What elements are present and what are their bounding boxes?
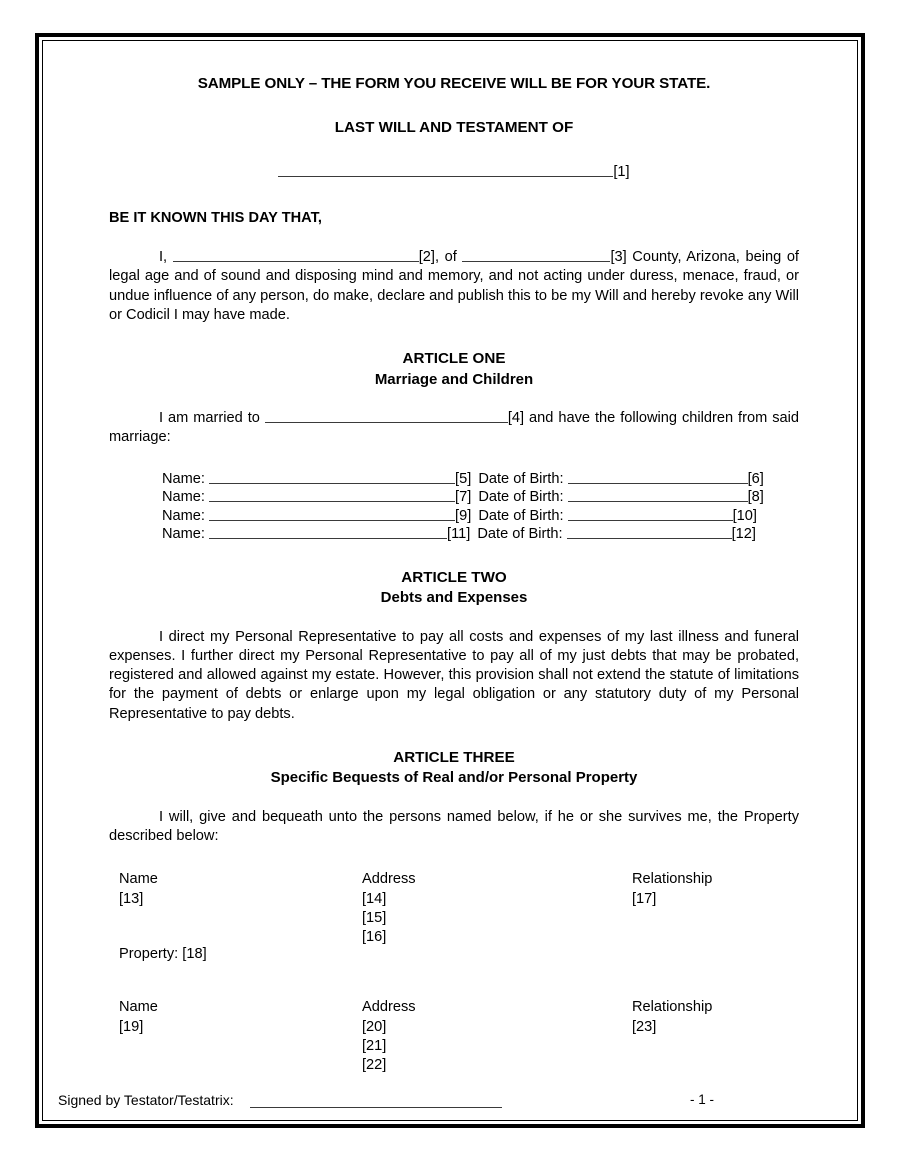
article-one-heading (109, 349, 799, 389)
bequest-address-line-1[interactable]: [14] (362, 890, 387, 907)
child-name-blank[interactable] (209, 507, 455, 521)
article-two-heading (109, 568, 799, 608)
bequest-address-line-2[interactable]: [21] (362, 1037, 387, 1054)
bequest-address-line-1[interactable]: [20] (362, 1018, 387, 1035)
testator-name-line-row (109, 163, 799, 182)
child-name-tag: [5] (455, 470, 472, 487)
sample-banner: SAMPLE ONLY – THE FORM YOU RECEIVE WILL BE FOR YOUR STATE. (197, 75, 711, 92)
bequest-name-column (119, 998, 158, 1037)
preamble-name-tag: [2], of (418, 249, 457, 266)
child-dob-label: Date of Birth: (477, 526, 563, 543)
child-name-tag: [11] (447, 526, 471, 543)
bequest-property-value[interactable]: [18] (182, 946, 207, 963)
bequest-relationship-header: Relationship (632, 999, 713, 1016)
bequest-name-header: Name (119, 871, 158, 888)
child-row (162, 470, 799, 489)
spouse-name-tag: [4] and have the following children (507, 409, 734, 426)
preamble-paragraph (109, 248, 799, 325)
child-name-blank[interactable] (209, 470, 455, 484)
bequest-relationship-header: Relationship (632, 871, 713, 888)
page-number: - 1 - (690, 1092, 715, 1107)
child-dob-tag: [6] (747, 470, 764, 487)
testator-name-tag: [1] (613, 163, 630, 180)
child-name-label: Name: (162, 526, 205, 543)
child-dob-tag: [12] (731, 526, 756, 543)
child-dob-blank[interactable] (567, 525, 732, 539)
child-dob-blank[interactable] (568, 470, 748, 484)
child-name-blank[interactable] (209, 525, 447, 539)
signature-blank[interactable] (250, 1107, 502, 1108)
bequest-property-label: Property: (119, 946, 179, 963)
be-it-known-heading: BE IT KNOWN THIS DAY THAT, (109, 209, 322, 226)
article-three-number: ARTICLE THREE (393, 749, 515, 767)
article-two-number: ARTICLE TWO (401, 568, 507, 586)
child-dob-label: Date of Birth: (478, 470, 564, 487)
bequest-block (109, 870, 799, 966)
article-three-subtitle: Specific Bequests of Real and/or Personal Property (270, 769, 638, 787)
document-page-inner-border (42, 40, 858, 1121)
child-name-label: Name: (162, 489, 205, 506)
child-dob-label: Date of Birth: (478, 507, 564, 524)
child-row (162, 525, 799, 544)
child-name-label: Name: (162, 507, 205, 524)
article-one-intro-before: I am married to (159, 409, 260, 426)
document-page-frame (35, 33, 865, 1128)
child-dob-blank[interactable] (568, 507, 733, 521)
testator-name-blank[interactable] (278, 163, 613, 177)
bequest-address-line-2[interactable]: [15] (362, 909, 387, 926)
child-row (162, 488, 799, 507)
article-two-body: I direct my Personal Representative to pay all costs and expenses of my last illness and funeral expenses. I further direct my Personal Representative to pay all of my just debts that may be probated, registered and allowed against my estate. However, this provision shall not extend the statute of limitations for the payment of debts or enlarge upon my legal obligation or any statutory duty of my Personal Representative to pay debts. (109, 628, 799, 722)
children-list (162, 470, 799, 544)
bequest-name-value[interactable]: [13] (119, 890, 144, 907)
bequest-relationship-column (632, 870, 712, 909)
bequest-name-header: Name (119, 999, 158, 1016)
child-dob-label: Date of Birth: (478, 489, 564, 506)
signature-label: Signed by Testator/Testatrix: (58, 1092, 234, 1108)
article-one-intro (109, 409, 799, 448)
bequest-relationship-column (632, 998, 712, 1037)
article-three-body: I will, give and bequeath unto the persons named below, if he or she survives me, the Property described below: (109, 808, 799, 844)
preamble-body-text: being of legal age and of sound and disposing mind and memory, and not acting under duress, menace, fraud, or undue influence of any person, do make, declare and publish this to be my Will and hereby revoke any Will or Codicil I may have made. (109, 249, 799, 324)
spouse-name-blank[interactable] (265, 409, 508, 423)
article-three-heading (109, 748, 799, 788)
child-name-blank[interactable] (209, 488, 455, 502)
bequest-address-header: Address (362, 871, 416, 888)
child-dob-blank[interactable] (568, 488, 748, 502)
document-title: LAST WILL AND TESTAMENT OF (334, 119, 574, 137)
bequest-address-column (362, 998, 416, 1075)
bequest-address-header: Address (362, 999, 416, 1016)
bequest-name-column (119, 870, 158, 909)
child-name-tag: [9] (455, 507, 472, 524)
bequest-address-column (362, 870, 416, 947)
article-two-subtitle: Debts and Expenses (380, 589, 528, 607)
page-footer (58, 1092, 842, 1114)
bequest-block (109, 998, 799, 1078)
article-one-number: ARTICLE ONE (402, 350, 506, 368)
article-one-subtitle: Marriage and Children (374, 370, 534, 388)
bequest-name-value[interactable]: [19] (119, 1018, 144, 1035)
preamble-lead: I, (159, 249, 168, 266)
article-one-intro-after: from said marriage: (109, 409, 799, 446)
bequest-property-row (119, 945, 207, 964)
child-row (162, 507, 799, 526)
child-name-label: Name: (162, 470, 205, 487)
preamble-county-tag: [3] County, Arizona, (610, 249, 740, 266)
preamble-name-blank[interactable] (173, 248, 419, 262)
bequest-relationship-value[interactable]: [17] (632, 890, 657, 907)
child-dob-tag: [8] (747, 489, 764, 506)
preamble-county-blank[interactable] (462, 248, 610, 262)
child-dob-tag: [10] (732, 507, 757, 524)
bequest-address-line-3[interactable]: [16] (362, 929, 387, 946)
bequest-address-line-3[interactable]: [22] (362, 1057, 387, 1074)
child-name-tag: [7] (455, 489, 472, 506)
bequest-relationship-value[interactable]: [23] (632, 1018, 657, 1035)
document-content (109, 74, 799, 1078)
